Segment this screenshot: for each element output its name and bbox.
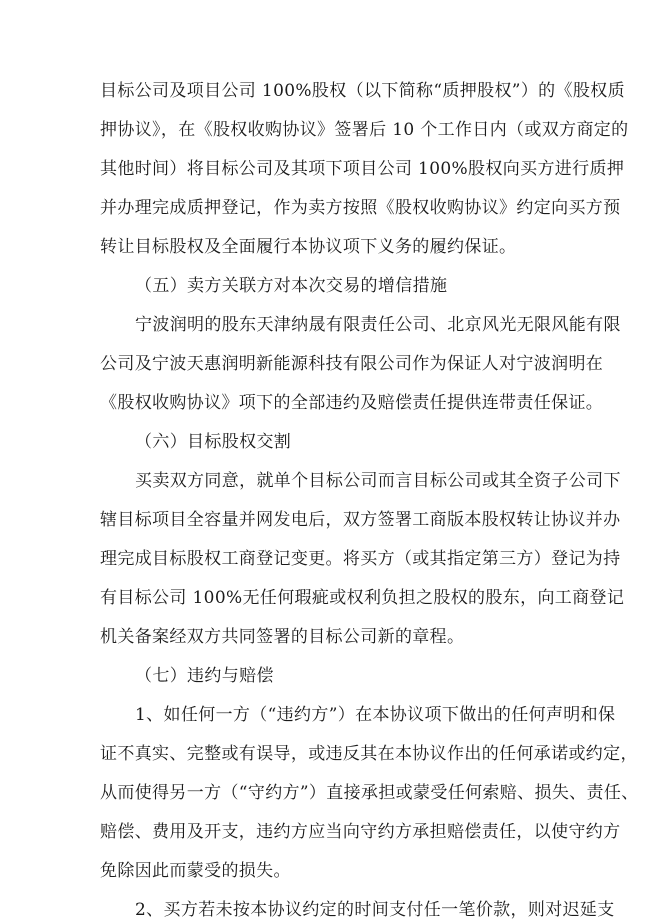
section-heading: （七）违约与赔偿 — [135, 666, 274, 686]
paragraph-line: 辖目标项目全容量并网发电后，双方签署工商版本股权转让协议并办 — [100, 510, 621, 530]
paragraph-line: 目标公司及项目公司 100%股权（以下简称“质押股权”）的《股权质 — [100, 81, 625, 101]
paragraph-line: 从而使得另一方（“守约方”）直接承担或蒙受任何索赔、损失、责任、 — [100, 783, 639, 803]
paragraph-line: 其他时间）将目标公司及其项下项目公司 100%股权向买方进行质押 — [100, 159, 625, 179]
paragraph-line: 有目标公司 100%无任何瑕疵或权利负担之股权的股东，向工商登记 — [100, 588, 625, 608]
paragraph-line: 宁波润明的股东天津纳晟有限责任公司、北京风光无限风能有限 — [135, 315, 621, 335]
section-heading: （五）卖方关联方对本次交易的增信措施 — [135, 276, 448, 296]
paragraph-line: 押协议》，在《股权收购协议》签署后 10 个工作日内（或双方商定的 — [100, 120, 629, 140]
paragraph-line: 2、买方若未按本协议约定的时间支付任一笔价款，则对迟延支 — [135, 900, 615, 920]
section-heading: （六）目标股权交割 — [135, 432, 292, 452]
paragraph-line: 免除因此而蒙受的损失。 — [100, 861, 291, 881]
paragraph-line: 1、如任何一方（“违约方”）在本协议项下做出的任何声明和保 — [135, 705, 616, 725]
paragraph-line: 机关备案经双方共同签署的目标公司新的章程。 — [100, 627, 465, 647]
paragraph-line: 《股权收购协议》项下的全部违约及赔偿责任提供连带责任保证。 — [100, 393, 604, 413]
paragraph-line: 证不真实、完整或有误导，或违反其在本协议作出的任何承诺或约定， — [100, 744, 638, 764]
paragraph-line: 赔偿、费用及开支，违约方应当向守约方承担赔偿责任，以使守约方 — [100, 822, 621, 842]
paragraph-line: 理完成目标股权工商登记变更。将买方（或其指定第三方）登记为持 — [100, 549, 621, 569]
paragraph-line: 并办理完成质押登记，作为卖方按照《股权收购协议》约定向买方预 — [100, 198, 621, 218]
paragraph-line: 公司及宁波天惠润明新能源科技有限公司作为保证人对宁波润明在 — [100, 354, 604, 374]
paragraph-line: 买卖双方同意，就单个目标公司而言目标公司或其全资子公司下 — [135, 471, 621, 491]
paragraph-line: 转让目标股权及全面履行本协议项下义务的履约保证。 — [100, 237, 517, 257]
